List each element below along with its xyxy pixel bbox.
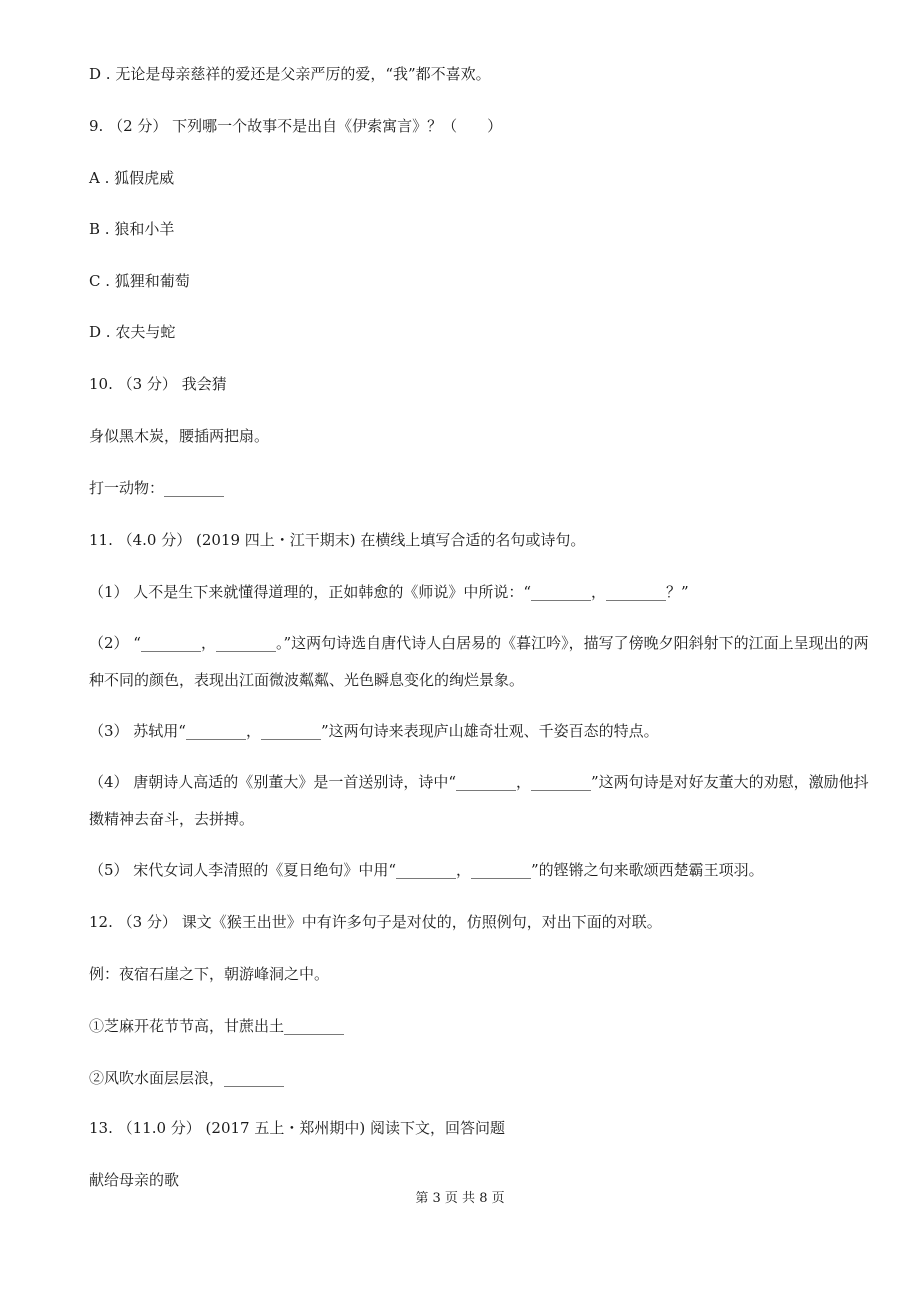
q10-riddle: 身似黑木炭，腰插两把扇。	[89, 427, 270, 445]
page-number-footer: 第 3 页 共 8 页	[415, 1191, 505, 1206]
q11-item-1: （1） 人不是生下来就懂得道理的，正如韩愈的《师说》中所说：“________，________？”	[89, 583, 689, 601]
q13-passage-title: 献给母亲的歌	[89, 1171, 180, 1189]
q12-example: 例：夜宿石崖之下，朝游峰洞之中。	[89, 965, 330, 983]
q11-item-3: （3） 苏轼用“________，________”这两句诗来表现庐山雄奇壮观、千姿百态的特点。	[89, 722, 659, 740]
q12-item-1: ①芝麻开花节节高，甘蔗出土________	[89, 1017, 345, 1035]
q11-item-2: （2） “________，________。”这两句诗选自唐代诗人白居易的《暮江吟》，描写了傍晚夕阳斜射下的江面上呈现出的两种不同的颜色，表现出江面微波粼粼、光色瞬息变化的绚烂景象。	[89, 634, 869, 689]
q11-stem: 11. （4.0 分） (2019 四上・江干期末) 在横线上填写合适的名句或诗句。	[89, 531, 586, 549]
q8-option-d: D . 无论是母亲慈祥的爱还是父亲严厉的爱，“我”都不喜欢。	[89, 65, 491, 83]
q13-stem: 13. （11.0 分） (2017 五上・郑州期中) 阅读下文，回答问题	[89, 1119, 505, 1137]
q9-option-d: D . 农夫与蛇	[89, 323, 176, 341]
q11-item-4: （4） 唐朝诗人高适的《别董大》是一首送别诗，诗中“________，________”这两句诗是对好友董大的劝慰，激励他抖擞精神去奋斗，去拼搏。	[89, 773, 869, 828]
q12-stem: 12. （3 分） 课文《猴王出世》中有许多句子是对仗的，仿照例句，对出下面的对联。	[89, 913, 662, 931]
q11-item-5: （5） 宋代女词人李清照的《夏日绝句》中用“________，________”的铿锵之句来歌颂西楚霸王项羽。	[89, 861, 764, 879]
q9-option-b: B . 狼和小羊	[89, 220, 175, 238]
q9-option-c: C . 狐狸和葡萄	[89, 272, 190, 290]
q10-stem: 10. （3 分） 我会猜	[89, 375, 227, 393]
q12-item-2: ②风吹水面层层浪，________	[89, 1069, 285, 1087]
q10-answer-prompt: 打一动物：________	[89, 479, 225, 497]
q9-stem: 9. （2 分） 下列哪一个故事不是出自《伊索寓言》？（ ）	[89, 117, 503, 135]
q9-option-a: A . 狐假虎威	[89, 169, 175, 187]
